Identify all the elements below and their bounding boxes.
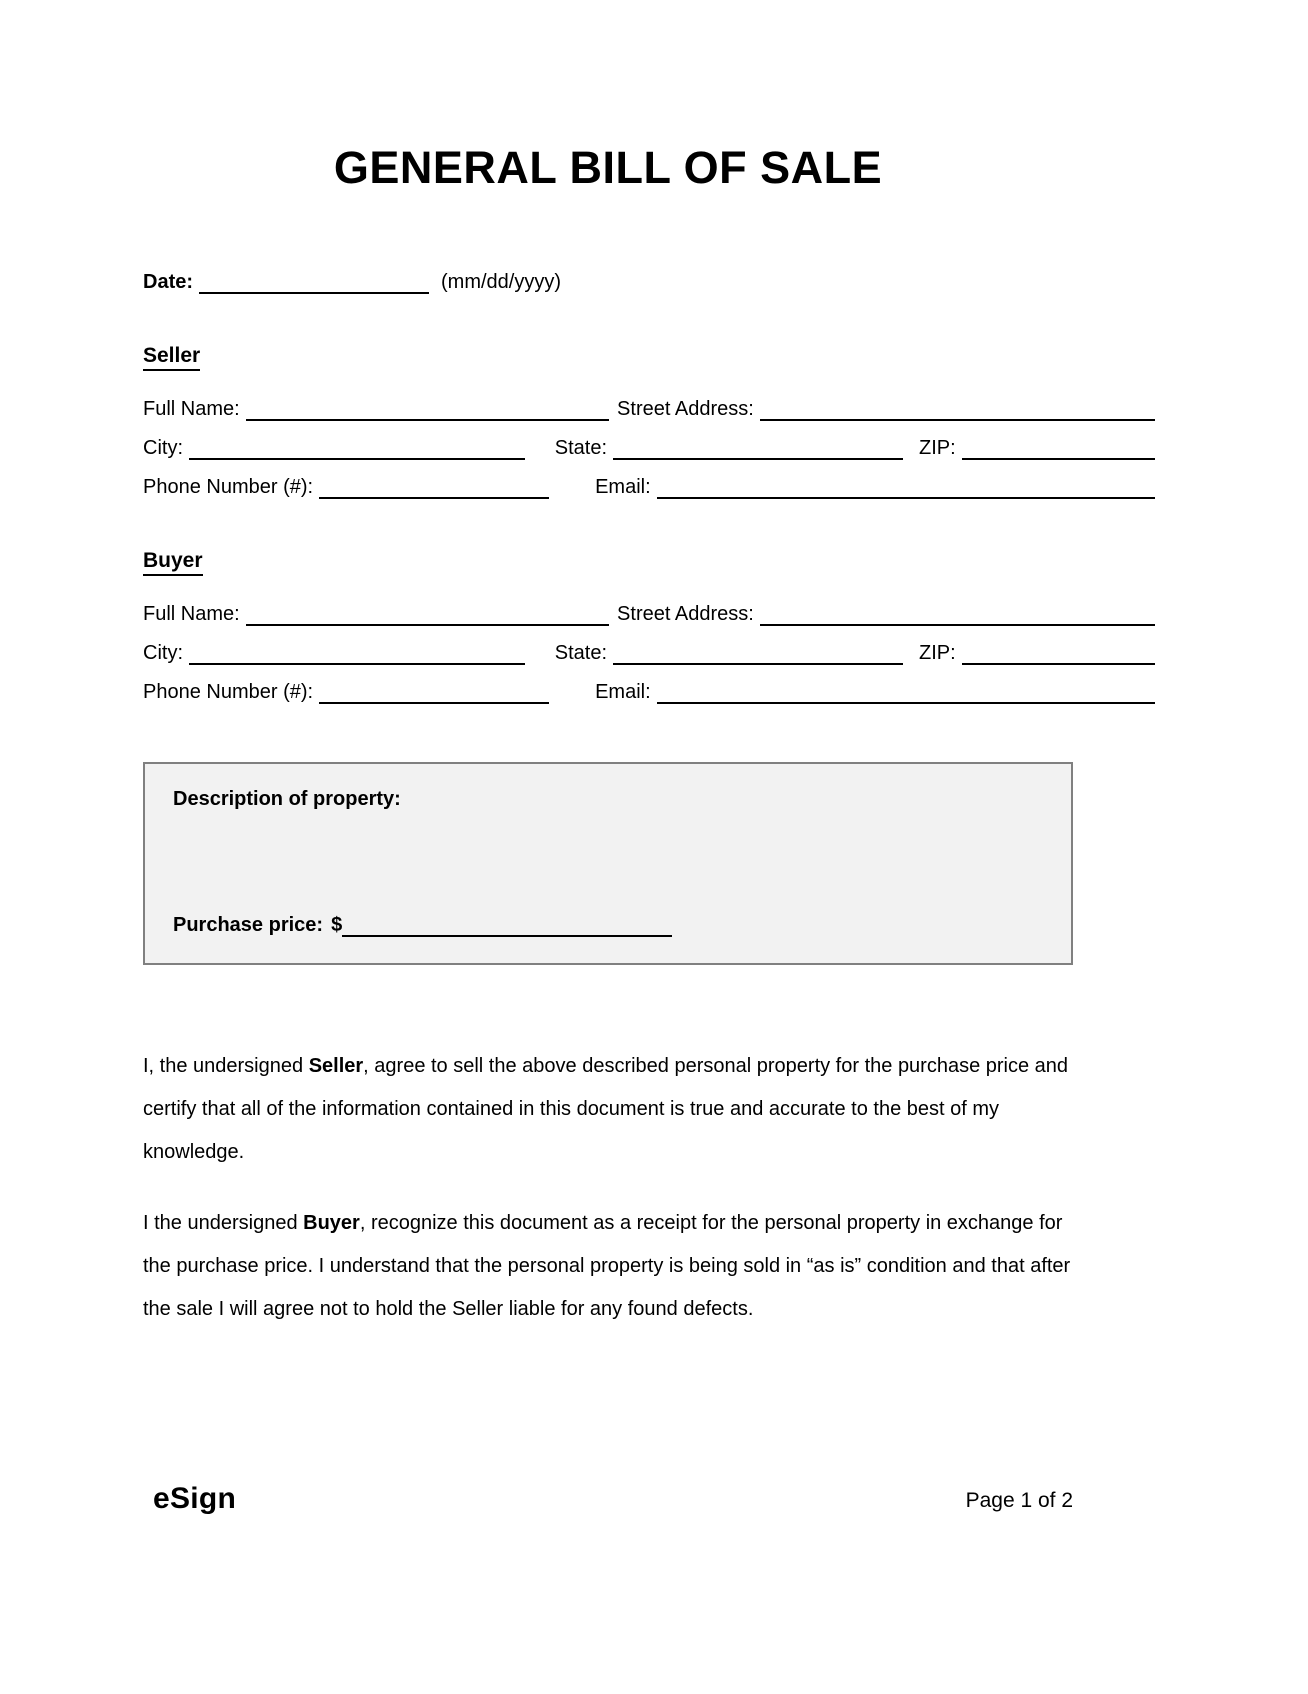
zip-blank-line <box>962 439 1155 460</box>
buyer-statement-emphasis: Buyer <box>303 1212 360 1234</box>
date-format-hint: (mm/dd/yyyy) <box>441 271 562 293</box>
seller-heading-text: Seller <box>143 344 200 371</box>
date-blank-line <box>199 273 429 294</box>
seller-city-state-zip-row <box>143 436 1155 460</box>
full-name-blank-line <box>246 400 609 421</box>
currency-symbol: $ <box>331 914 343 936</box>
purchase-price-blank-line <box>342 916 672 937</box>
date-label: Date: <box>143 271 194 293</box>
state-blank-line <box>613 439 903 460</box>
seller-name-address-row <box>143 397 1155 421</box>
purchase-price-label: Purchase price: <box>173 914 324 936</box>
buyer-heading-text: Buyer <box>143 549 203 576</box>
city-blank-line <box>189 439 525 460</box>
buyer-name-address-row <box>143 602 1155 626</box>
city-blank-line <box>189 644 525 665</box>
purchase-price-row <box>173 913 1043 937</box>
phone-blank-line <box>319 478 549 499</box>
buyer-statement-body: , recognize this document as a receipt for the personal property in exchange for the purchase price. I understand that the personal property is being sold in “as is” condition and that after the sale I will agree not to hold the Seller liable for any found defects. <box>143 1212 1071 1320</box>
buyer-heading <box>143 549 1155 576</box>
buyer-phone-email-row <box>143 680 1155 704</box>
email-blank-line <box>657 478 1155 499</box>
page-footer <box>143 1482 1073 1516</box>
seller-statement-emphasis: Seller <box>308 1055 364 1077</box>
state-label: State: <box>554 437 608 459</box>
document-title: GENERAL BILL OF SALE <box>333 142 883 193</box>
seller-statement <box>143 1045 1073 1174</box>
seller-heading <box>143 344 1155 371</box>
phone-label: Phone Number (#): <box>143 681 314 703</box>
full-name-label: Full Name: <box>143 603 240 625</box>
full-name-blank-line <box>246 605 609 626</box>
city-label: City: <box>143 437 183 459</box>
street-address-label: Street Address: <box>617 603 754 625</box>
zip-label: ZIP: <box>919 642 956 664</box>
page-number: Page 1 of 2 <box>965 1489 1073 1512</box>
seller-section <box>143 344 1155 499</box>
esign-logo: eSign <box>153 1482 237 1515</box>
seller-statement-body: , agree to sell the above described personal property for the purchase price and certify that all of the information contained in this document is true and accurate to the best of my knowledge. <box>143 1055 1069 1163</box>
buyer-statement <box>143 1202 1073 1331</box>
state-blank-line <box>613 644 903 665</box>
document-content <box>143 0 1155 1331</box>
state-label: State: <box>554 642 608 664</box>
date-row <box>143 270 1155 294</box>
buyer-statement-lead: I the undersigned <box>143 1212 304 1234</box>
email-blank-line <box>657 683 1155 704</box>
full-name-label: Full Name: <box>143 398 240 420</box>
email-label: Email: <box>595 476 651 498</box>
email-label: Email: <box>595 681 651 703</box>
city-label: City: <box>143 642 183 664</box>
description-of-property-label: Description of property: <box>173 788 401 810</box>
zip-label: ZIP: <box>919 437 956 459</box>
street-address-blank-line <box>760 400 1155 421</box>
seller-phone-email-row <box>143 475 1155 499</box>
buyer-section <box>143 549 1155 704</box>
street-address-label: Street Address: <box>617 398 754 420</box>
phone-label: Phone Number (#): <box>143 476 314 498</box>
property-description-box <box>143 762 1073 965</box>
seller-statement-lead: I, the undersigned <box>143 1055 309 1077</box>
street-address-blank-line <box>760 605 1155 626</box>
phone-blank-line <box>319 683 549 704</box>
zip-blank-line <box>962 644 1155 665</box>
buyer-city-state-zip-row <box>143 641 1155 665</box>
